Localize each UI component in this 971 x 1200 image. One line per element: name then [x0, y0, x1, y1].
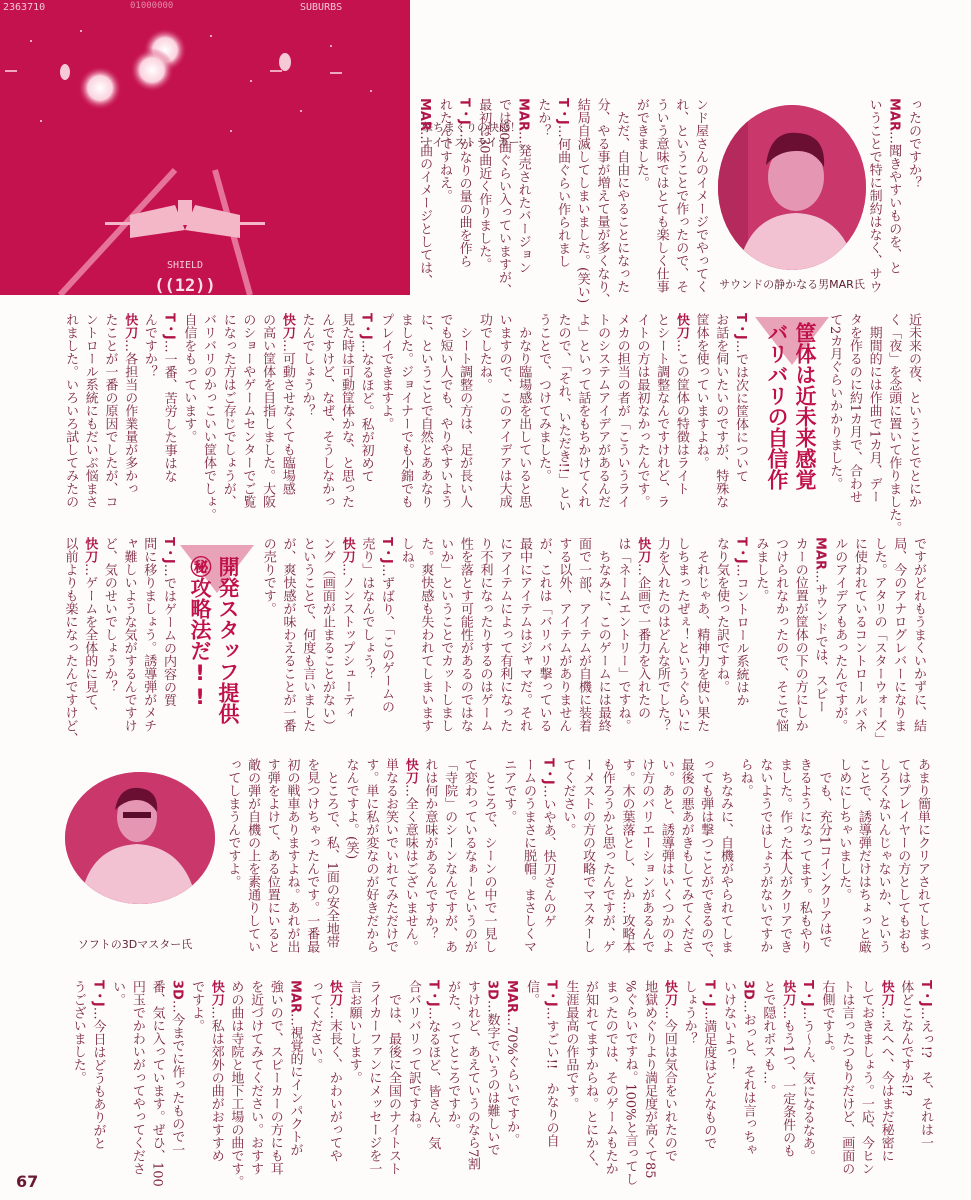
text-line: MAR…聞きやすいものを、と	[886, 98, 902, 275]
text-line: 快刀…全く意味はございません。	[402, 758, 418, 953]
text-line: ただ、自由にやることになった	[614, 98, 630, 293]
text-line: 3D…数字でいうのは難しいで	[484, 980, 500, 1156]
speaker-name: 快刀	[208, 980, 224, 1006]
text-line: 功でしたね。	[476, 313, 492, 391]
text-line: 初の戦車ありますよね。あれが出	[284, 758, 300, 953]
text-line: しろくないんじゃないか、という	[875, 758, 891, 953]
text-line: 強いので、スピーカーの方にも耳	[267, 980, 283, 1175]
text-line: 番、気に入っています。ぜひ、100	[149, 980, 165, 1187]
heading-line: 開発スタッフ提供	[216, 556, 240, 724]
text-line: にアイテムによって有利になった	[497, 537, 513, 732]
heading-line: 筐体は近未来感覚	[793, 322, 817, 490]
text-line: に使われているコントロールパネ	[851, 537, 867, 732]
page-number: 67	[16, 1172, 39, 1191]
game-screenshot	[0, 0, 410, 295]
text-line: 3D…おっと、それは言っちゃ	[740, 980, 756, 1156]
text-line: イトの方は最初なかったんです。	[634, 313, 650, 508]
text-line: てはプレイヤーの方としてもおも	[895, 758, 911, 953]
text-line: れたんですねえ。	[436, 98, 452, 202]
text-line: 筐体を使っていますよね。	[693, 313, 709, 469]
text-line: たことが一番の原因でしたが、コ	[102, 313, 118, 508]
article-text-block	[60, 537, 178, 745]
text-line: 以前よりも楽になったんですけど、	[62, 537, 78, 745]
text-line: ですがどれもうまくいかずに、結	[911, 537, 926, 732]
speaker-name: T・J	[90, 980, 106, 1007]
text-line: がた、ってところですか。	[445, 980, 461, 1136]
text-line: 円玉でかわいがってやってくださ	[129, 980, 145, 1175]
speaker-name: T・J	[701, 980, 717, 1007]
text-line: た。爽快感も失われてしまいます	[418, 537, 434, 732]
text-line: っても弾は撃つことができるので、	[698, 758, 714, 966]
text-line: T・J…えっ!? そ、それは一	[918, 980, 933, 1149]
text-line: いけないよっ！	[720, 980, 736, 1071]
text-line: 言お願いします。	[346, 980, 362, 1084]
portrait-image	[718, 105, 866, 270]
text-line: いか」ということでカットしまし	[438, 537, 454, 732]
text-line: 快刀…もう1つ、一定条件のも	[780, 980, 796, 1158]
speaker-name: T・J	[161, 537, 176, 564]
caption-line: 撃ちまくりの快感！	[422, 121, 521, 134]
text-line: 力を入れたのはどんな所でした？	[654, 537, 670, 732]
text-line: 快刀…ノンストップシューティ	[339, 537, 355, 719]
text-line: かなり臨場感を出していると思	[516, 313, 532, 508]
text-line: 単なるお笑いでいれてみただけで	[383, 758, 399, 953]
text-line: する以外、アイテムがありません	[556, 537, 572, 732]
speaker-name: 快刀	[673, 313, 689, 339]
text-line: ャ難しいような気がするんですけ	[121, 537, 137, 732]
text-line: 地獄めぐりより満足度が高くて85	[642, 980, 658, 1179]
text-line: T・J…なるほど、皆さん、気	[425, 980, 441, 1150]
text-line: れました。いろいろ試してみたの	[63, 313, 79, 508]
text-line: 最中にアイテムはジャマだ。それ	[516, 537, 532, 732]
shield-label: SHIELD	[166, 260, 204, 271]
speaker-name: 快刀	[780, 980, 796, 1006]
text-line: 3D…今までに作ったもので一	[169, 980, 185, 1156]
text-line: では、最後に全国のナイトスト	[386, 980, 402, 1175]
text-line: %ぐらいですね。100%と言ってし	[622, 980, 638, 1186]
text-line: になった方はご存じでしょうが、	[220, 313, 236, 508]
speaker-name: MAR	[812, 537, 828, 571]
text-line: メカの担当の者が「こういうライ	[614, 313, 630, 508]
text-line: ームのうまさに脱帽。まさしくマ	[520, 758, 536, 953]
text-line: ントロール系統にもだいぶ悩まさ	[82, 313, 98, 508]
text-line: て2カ月ぐらいかかりました。	[827, 313, 843, 491]
text-line: が知れてますからね。とにかく、	[583, 980, 599, 1175]
speaker-name: T・J	[456, 98, 472, 125]
text-line: れは何か意味があるんですか？	[422, 758, 438, 940]
text-line: く「夜」を念頭に置いて作りました。	[886, 313, 902, 534]
text-line: 結局自滅してしまいました。(笑い)	[574, 98, 590, 304]
speaker-name: T・J	[918, 980, 933, 1007]
text-line: バリバリのかっこいい筐体でしょ。	[201, 313, 217, 521]
text-line: トは言ったつもりだけど、画面の	[839, 980, 855, 1175]
text-line: ってしまうんですよ。	[225, 758, 241, 888]
photo-3d-caption: ソフトの3Dマスター氏	[77, 938, 193, 951]
article-text-block	[223, 758, 932, 966]
text-line: す弾をよけて、ある位置にいると	[264, 758, 280, 953]
text-line: MAR…視覚的にインパクトが	[287, 980, 303, 1157]
speaker-name: 3D	[484, 980, 500, 1000]
text-line: 快刀…可動させなくても臨場感	[279, 313, 295, 495]
text-line: 自信をもっています。	[181, 313, 197, 443]
speaker-name: T・J	[379, 537, 395, 564]
text-line: ニアです。	[501, 758, 517, 823]
text-line: T・J…何曲ぐらい作られまし	[555, 98, 571, 268]
article-text-block	[60, 313, 750, 521]
text-line: 右側ですよ。	[819, 980, 835, 1058]
text-line: ちなみに、自機がやられてしま	[717, 758, 733, 953]
text-line: ができました。	[633, 98, 649, 189]
text-line: に、ということで自然とああなり	[417, 313, 433, 508]
speaker-name: T・J	[555, 98, 571, 125]
text-line: タを作るのに約1カ月で、合わせ	[846, 313, 862, 504]
article-text-block	[68, 980, 935, 1188]
caption-line: ナイトストライカー。	[422, 136, 531, 149]
section-heading-cabinet	[763, 322, 819, 490]
text-line: T・J…満足度はどんなもので	[701, 980, 717, 1150]
text-line: のショーやゲームセンターでご覧	[240, 313, 256, 508]
text-line: すけれど、あえていうのなら7割	[464, 980, 480, 1171]
speaker-name: 快刀	[339, 537, 355, 563]
text-line: MAR…70%ぐらいですか。	[504, 980, 520, 1146]
text-line: 快刀…ゲームを全体的に見て、	[82, 537, 98, 719]
text-line: 快刀…えへへ、今はまだ秘密に	[878, 980, 894, 1162]
text-line: 局、今のアナログレバーになりま	[891, 537, 907, 732]
text-line: は「ネームエントリー」ですね。	[615, 537, 631, 732]
text-line: トのシステムアイデアがあるんだ	[595, 313, 611, 508]
text-line: した。アタリの「スターウォーズ」	[871, 537, 887, 745]
text-line: 生涯最高の作品です。	[563, 980, 579, 1110]
text-line: 信。	[523, 980, 539, 1006]
speaker-name: 快刀	[326, 980, 342, 1006]
text-line: うございました。	[70, 980, 86, 1084]
text-line: い。あと、誘導弾はいくつかのよ	[658, 758, 674, 953]
speaker-name: T・J	[733, 537, 749, 564]
text-line: 快刀…企画で一番力を入れたの	[635, 537, 651, 719]
text-line: よ」といって話をもちかけてくれ	[575, 313, 591, 508]
text-line: T・J…コントロール系統はか	[733, 537, 749, 707]
heading-line: ㊙攻略法だ!!	[188, 556, 212, 709]
speaker-name: MAR	[417, 98, 433, 132]
text-line: 性を落とす可能性があるのではな	[457, 537, 473, 732]
text-line: 売り」はなんでしょう？	[359, 537, 375, 680]
text-line: では20曲ぐらい入っていますが、	[495, 98, 511, 297]
text-line: 快刀…私は郊外の曲がおすすめ	[208, 980, 224, 1162]
speaker-name: T・J	[799, 980, 815, 1007]
text-line: れ、ということで作ったので、そ	[673, 98, 689, 293]
text-line: 快刀…この筐体の特徴はライト	[673, 313, 689, 495]
text-line: 快刀…各担当の作業量が多かっ	[122, 313, 138, 495]
text-line: の高い筐体を目指しました。大阪	[260, 313, 276, 508]
speaker-name: T・J	[425, 980, 441, 1007]
text-line: 合バリバリって訳ですね。	[405, 980, 421, 1136]
text-line: ーメストの方の攻略でマスターし	[580, 758, 596, 953]
text-line: ですよ。	[188, 980, 204, 1032]
heading-line: バリバリの自信作	[765, 322, 789, 490]
text-line: 最初は30曲近く作りました。	[476, 98, 492, 271]
text-line: ちなみに、このゲームには最終	[595, 537, 611, 732]
text-line: け方のバリエーションがあるんで	[639, 758, 655, 953]
speaker-name: 3D	[740, 980, 756, 1000]
text-line: とシート調整なんですけれど、ラ	[654, 313, 670, 508]
text-line: MAR…サウンドでは、スピー	[812, 537, 828, 714]
text-line: 分、やる事が増えて量が多くなり、	[594, 98, 610, 306]
text-line: ング（画面が止まることがない）	[319, 537, 335, 732]
text-line: しめにしちゃいました。	[836, 758, 852, 901]
text-line: プレイできますよ。	[378, 313, 394, 430]
text-line: 面で一部、アイテムが自機に装着	[576, 537, 592, 732]
speaker-name: 快刀	[122, 313, 138, 339]
text-line: ってください。	[307, 980, 323, 1071]
speaker-name: 快刀	[661, 980, 677, 1006]
text-line: しておきましょう。一応、今ヒン	[858, 980, 874, 1175]
text-line: T・J…今日はどうもありがと	[90, 980, 106, 1150]
text-line: ところで、シーンの中で一見し	[481, 758, 497, 953]
speaker-name: 3D	[169, 980, 185, 1000]
text-line: T・J…かなりの量の曲を作ら	[456, 98, 472, 268]
speaker-name: 快刀	[279, 313, 295, 339]
text-line: らね。	[737, 758, 753, 797]
text-line: MAR…発売されたバージョン	[515, 98, 531, 275]
text-line: 快刀…末長く、かわいがってや	[326, 980, 342, 1162]
text-line: 敵の弾が自機の上を素通りしてい	[245, 758, 261, 953]
text-line: たので、「それ、いただき!!」とい	[555, 313, 571, 512]
text-line: の売りです。	[260, 537, 276, 615]
text-line: カーの位置が筐体の下の方にしか	[792, 537, 808, 732]
text-line: 「寺院」のシーンなんですが、あ	[442, 758, 458, 953]
text-line: んですか？	[141, 313, 157, 378]
text-line: あまり簡単にクリアされてしまっ	[915, 758, 930, 953]
speaker-name: MAR	[287, 980, 303, 1014]
text-line: て変わっているなぁーというのが	[461, 758, 477, 953]
text-line: ました。ジョイナーでも小錦でも	[398, 313, 414, 508]
speaker-name: 快刀	[635, 537, 651, 563]
speaker-name: 快刀	[878, 980, 894, 1006]
text-line: なんですよ。(笑)	[343, 758, 359, 860]
text-line: とで隠れボスも…。	[760, 980, 776, 1097]
text-line: 快刀…今回は気合をいれたので	[661, 980, 677, 1162]
text-line: T・J…一番、苦労した事はな	[161, 313, 177, 483]
text-line: T・J…う～ん、気になるなあ。	[799, 980, 815, 1163]
article-text-block	[864, 98, 923, 298]
text-line: す。木の葉落とし、とか…攻略本	[619, 758, 635, 953]
text-line: ました。作った本人がクリアでき	[777, 758, 793, 953]
text-line: なり気を使った訳ですね。	[713, 537, 729, 693]
speaker-name: MAR	[504, 980, 520, 1014]
text-line: ところで、私、1面の安全地帯	[323, 758, 339, 949]
text-line: り不利になったりするのはゲーム	[477, 537, 493, 732]
text-line: それじゃあ、精神力を使い果た	[694, 537, 710, 732]
text-line: T・J…いやあ、快刀さんのゲ	[540, 758, 556, 928]
article-text-block	[824, 313, 923, 534]
section-heading-strategy	[186, 556, 242, 724]
text-line: ルのアイデアもあったんですが。	[832, 537, 848, 732]
photo-mar	[718, 105, 866, 270]
text-line: ないようではしょうがないですか	[757, 758, 773, 953]
text-line: シート調整の方は、足が長い人	[457, 313, 473, 508]
text-line: ういう意味ではとても楽しく仕事	[653, 98, 669, 293]
text-line: 近未来の夜、ということでとにか	[906, 313, 921, 508]
text-line: たか？	[535, 98, 551, 137]
text-line: 期間的には作曲で1カ月、デー	[866, 313, 882, 504]
text-line: いますので、このアイデアは大成	[496, 313, 512, 508]
text-line: T・J…ずばり、「このゲームの	[379, 537, 395, 714]
text-line: でも短い人でも、やりやすいよう	[437, 313, 453, 508]
speaker-name: T・J	[358, 313, 374, 340]
text-line: めの曲は寺院と地下工場の曲です。	[228, 980, 244, 1188]
speaker-name: MAR	[886, 98, 902, 132]
text-line: てください。	[560, 758, 576, 836]
speaker-name: T・J	[543, 980, 559, 1007]
text-line: うことで、つけてみました。	[535, 313, 551, 482]
text-line: が、これは「バリバリ撃っている	[536, 537, 552, 732]
text-line: 最後の悪あがきもしてみてくださ	[678, 758, 694, 953]
article-text-block	[258, 537, 928, 745]
text-line: まったのでは、そのゲームもたか	[602, 980, 618, 1175]
text-line: ったのですか？	[906, 98, 921, 189]
speaker-name: T・J	[733, 313, 748, 340]
text-line: も作ろうかと思ったんですが、ゲ	[599, 758, 615, 953]
text-line: を見つけちゃったんです。一番最	[304, 758, 320, 953]
text-line: でも、充分1コインクリアはで	[816, 758, 832, 949]
text-line: 問に移りましょう。誘導弾がメチ	[141, 537, 157, 732]
hiscore-readout: 01000000	[130, 1, 174, 11]
score-readout: 2363710	[3, 2, 46, 13]
speaker-name: MAR	[515, 98, 531, 132]
text-line: を近づけてみてください。おすす	[248, 980, 264, 1175]
text-line: ことで、誘導弾だけはちょっと厳	[855, 758, 871, 953]
text-line: しちまったぜぇ！というぐらいに	[674, 537, 690, 732]
text-line: お話を伺いたいのですが、特殊な	[713, 313, 729, 508]
text-line: しね。	[398, 537, 414, 576]
text-line: T・J…なるほど。私が初めて	[358, 313, 374, 483]
speaker-name: 快刀	[402, 758, 418, 784]
text-line: しょうか？	[681, 980, 697, 1045]
text-line: す。単に私が変なのが好きだから	[363, 758, 379, 953]
text-line: T・J…ではゲームの内容の質	[161, 537, 176, 707]
speaker-name: T・J	[540, 758, 556, 785]
portrait-image	[65, 772, 215, 904]
stage-name: SUBURBS	[300, 2, 343, 13]
text-line: 体どこなんですか!?	[898, 980, 914, 1097]
text-line: みました。	[753, 537, 769, 602]
text-line: つけられなかったので、そこで悩	[773, 537, 789, 732]
text-line: んですけど、なぜ、そうしなかっ	[319, 313, 335, 508]
text-line: ど、気のせいでしょうか？	[101, 537, 117, 693]
speaker-name: 快刀	[82, 537, 98, 563]
text-line: ンド屋さんのイメージでやってく	[693, 98, 708, 293]
text-line: が、爽快感が味わえることが一番	[280, 537, 296, 732]
photo-3d	[65, 772, 215, 904]
text-line: T・J…では次に筐体について	[733, 313, 748, 483]
text-line: ライカーファンにメッセージを一	[366, 980, 382, 1175]
text-line: い。	[110, 980, 126, 1006]
shield-value: ((12))	[154, 276, 216, 295]
speaker-name: T・J	[161, 313, 177, 340]
text-line: いうことで特に制約はなく、サウ	[866, 98, 882, 293]
text-line: たんでしょうか？	[299, 313, 315, 417]
text-line: MAR…曲のイメージとしては、	[417, 98, 433, 288]
text-line: T・J…すごい!! かなりの自	[543, 980, 559, 1148]
text-line: きるようになってます。私もやり	[796, 758, 812, 953]
article-text-block	[414, 98, 710, 306]
text-line: 見た時は可動筐体かな、と思った	[338, 313, 354, 508]
photo-mar-caption: サウンドの静かなる男MAR氏	[719, 278, 865, 291]
text-line: ということで、何度も言いました	[300, 537, 316, 732]
